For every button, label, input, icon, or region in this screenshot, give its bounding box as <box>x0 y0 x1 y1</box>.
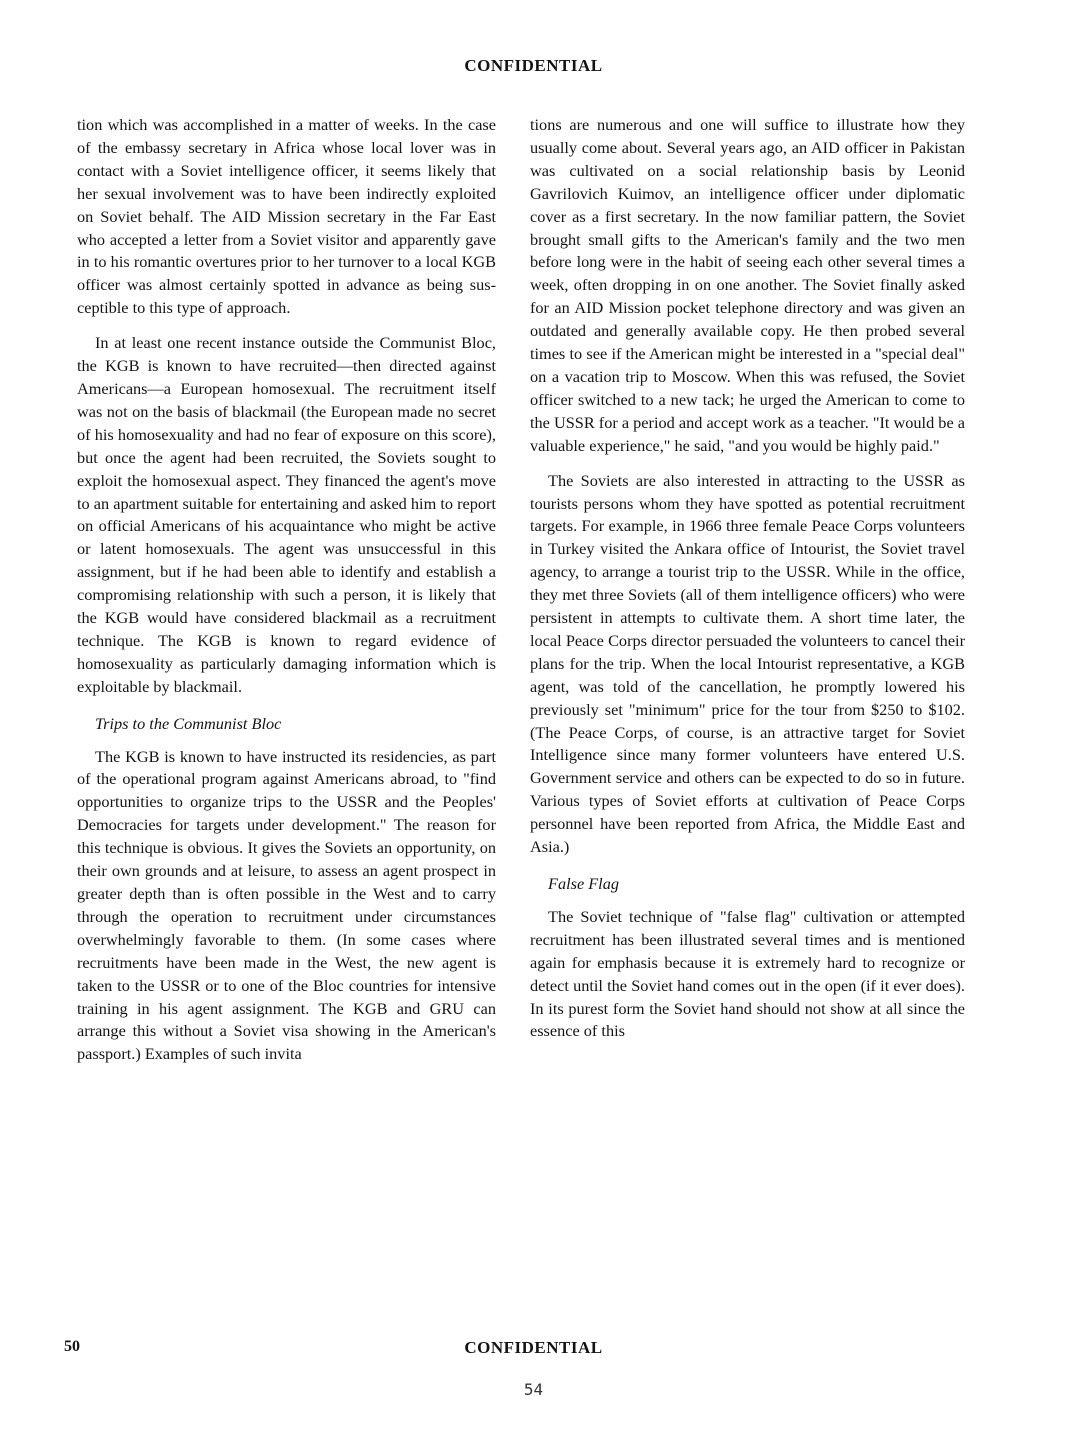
page-stamp-number: 54 <box>523 1380 544 1399</box>
right-paragraph-2: The Soviets are also interested in attracting to the USSR as tourists persons whom they have spotted as potential recruitment targets. For example, in 1966 three female Peace Corps volunteers in Turkey visited the Ankara office of Intourist, the Soviet travel agency, to arrange a tourist trip to the USSR. While in the office, they met three Soviets (all of them intelligence officers) who were persistent in attempts to cultivate them. A short time later, the local Peace Corps director persuaded the volunteers to cancel their plans for the trip. When the local Intourist representative, a KGB agent, was told of the cancellation, he promptly lowered his previously set "minimum" price for the tour from $250 to $102. (The Peace Corps, of course, is an attractive target for Soviet Intelligence since many former volunteers have entered U.S. Government service and others can be expected to do so in future. Various types of Soviet efforts at cultivation of Peace Corps personnel have been reported from Africa, the Middle East and Asia.) <box>530 470 965 857</box>
header-classification: CONFIDENTIAL <box>464 56 603 75</box>
right-paragraph-3: The Soviet technique of "false flag" cultivation or attempted recruitment has been illustrated several times and is mentioned again for emphasis because it is extremely hard to recognize or detect until the Soviet hand comes out in the open (if it ever does). In its purest form the Soviet hand should not show at all since the essence of this <box>530 906 965 1041</box>
section-heading-trips: Trips to the Communist Bloc <box>95 713 282 733</box>
right-paragraph-1: tions are numerous and one will suffice to illustrate how they usually come about. Several years ago, an AID officer in Pakistan was cultivated on a social relationship basis by Leonid Gavrilovich Kuimov, an intelligence officer under diplomatic cover as a first secretary. In the now familiar pattern, the Soviet brought small gifts to the American's family and the two men before long were in the habit of seeing each other several times a week, often dropping in on one another. The Soviet finally asked for an AID Mission pocket telephone directory and was given an outdated and generally available copy. He then probed several times to see if the American might be interested in a "special deal" on a vacation trip to Moscow. When this was refused, the Soviet officer switched to a new tack; he urged the American to come to the USSR for a period and accept work as a teacher. "It would be a valuable experience," he said, "and you would be highly paid." <box>530 115 965 455</box>
page-number: 50 <box>64 1338 80 1355</box>
left-paragraph-2: In at least one recent instance outside the Communist Bloc, the KGB is known to have recruited—then directed against Americans—a European homosexual. The recruitment itself was not on the basis of blackmail (the European made no secret of his homosexuality and had no fear of exposure on this score), but once the agent had been recruited, the Soviets sought to exploit the homosexual aspect. They financed the agent's move to an apartment suitable for entertaining and asked him to report on official Americans of his acquaintance who might be active or latent homosexuals. The agent was unsuccessful in this assignment, but if he had been able to identify and establish a compromising relationship with such a person, it is likely that the KGB would have considered blackmail as a recruitment technique. The KGB is known to regard evidence of homosexuality as particularly damaging information which is exploitable by blackmail. <box>77 333 496 696</box>
left-paragraph-1: tion which was accomplished in a matter of weeks. In the case of the embassy secretary in Africa whose local lover was in contact with a Soviet intelligence officer, it seems likely that her sexual involvement was to have been indirectly exploited on Soviet behalf. The AID Mission secretary in the Far East who accepted a letter from a Soviet visitor and apparently gave in to his romantic overtures prior to her turnover to a local KGB officer was almost certainly spotted in advance as being susceptible to this type of approach. <box>77 115 496 318</box>
footer-classification: CONFIDENTIAL <box>464 1338 603 1357</box>
right-column <box>530 114 965 1043</box>
left-column <box>77 114 496 1066</box>
section-heading-false-flag: False Flag <box>548 874 619 893</box>
left-paragraph-3: The KGB is known to have instructed its residencies, as part of the operational program against Americans abroad, to "find opportunities to organize trips to the USSR and the Peoples' Democracies for targets under development." The reason for this technique is obvious. It gives the Soviets an opportunity, on their own grounds and at leisure, to assess an agent prospect in greater depth than is often possible in the West and to carry through the operation to recruitment under circumstances overwhelmingly favorable to them. (In some cases where recruitments have been made in the West, the new agent is taken to the USSR or to one of the Bloc countries for intensive training in his agent assignment. The KGB and GRU can arrange this without a Soviet visa showing in the American's passport.) Examples of such invita <box>77 746 496 1064</box>
